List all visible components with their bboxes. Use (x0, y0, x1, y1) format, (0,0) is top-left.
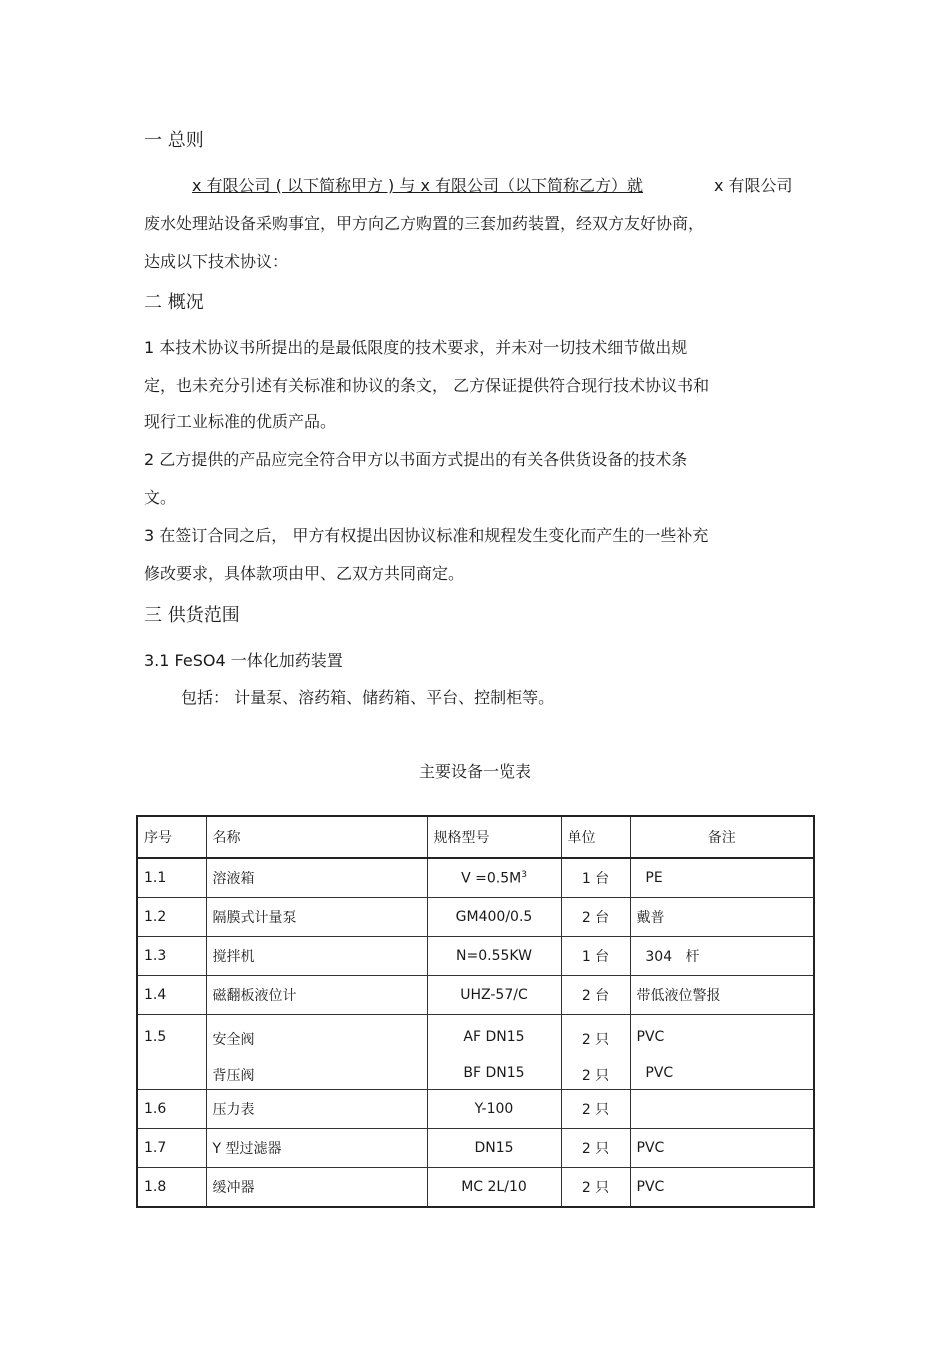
cell-note: 带低液位警报 (630, 976, 814, 1015)
overview-line-5: 文。 (144, 488, 177, 507)
cell-name-line1: 安全阀 (212, 1032, 255, 1048)
cell-note (630, 1090, 814, 1129)
cell-spec (427, 1015, 561, 1090)
table-header-row (137, 816, 814, 858)
cell-name-line2: 背压阀 (212, 1068, 255, 1084)
header-unit: 单位 (561, 816, 630, 858)
cell-no: 1.8 (137, 1168, 206, 1208)
cell-spec: DN15 (427, 1129, 561, 1168)
table-row (137, 1015, 814, 1090)
cell-spec: Y-100 (427, 1090, 561, 1129)
overview-line-2: 定，也未充分引述有关标准和协议的条文， 乙方保证提供符合现行技术协议书和 (144, 376, 710, 395)
table-row (137, 1129, 814, 1168)
table-caption: 主要设备一览表 (418, 762, 531, 781)
cell-note: PE (630, 858, 814, 898)
cell-spec-text: V =0.5M (461, 870, 522, 887)
overview-line-1: 1 本技术协议书所提出的是最低限度的技术要求，并未对一切技术细节做出规 (144, 338, 688, 357)
cell-spec-superscript: 3 (521, 869, 527, 880)
general-line1-suffix: x 有限公司 (714, 176, 793, 195)
header-name: 名称 (206, 816, 427, 858)
header-note: 备注 (630, 816, 814, 858)
table-row (137, 976, 814, 1015)
cell-spec: UHZ-57/C (427, 976, 561, 1015)
cell-spec-line1: AF DN15 (463, 1029, 525, 1045)
overview-line-7: 修改要求，具体款项由甲、乙双方共同商定。 (144, 564, 465, 583)
cell-note (630, 1015, 814, 1090)
cell-unit: 2 只 (561, 1129, 630, 1168)
cell-spec: MC 2L/10 (427, 1168, 561, 1208)
cell-name: 磁翻板液位计 (206, 976, 427, 1015)
cell-no: 1.6 (137, 1090, 206, 1129)
cell-name: 搅拌机 (206, 937, 427, 976)
cell-note: 戴普 (630, 898, 814, 937)
general-line3: 达成以下技术协议： (144, 252, 289, 271)
cell-unit-line2: 2 只 (581, 1068, 610, 1084)
cell-unit: 2 只 (561, 1168, 630, 1208)
cell-unit: 2 台 (561, 976, 630, 1015)
table-row (137, 1090, 814, 1129)
overview-line-4: 2 乙方提供的产品应完全符合甲方以书面方式提出的有关各供货设备的技术条 (144, 450, 688, 469)
cell-unit-line1: 2 只 (581, 1032, 610, 1048)
header-spec: 规格型号 (427, 816, 561, 858)
cell-note-line1: PVC (636, 1029, 665, 1045)
scope-item: 3.1 FeSO4 一体化加药装置 (144, 651, 343, 670)
overview-line-3: 现行工业标准的优质产品。 (144, 412, 337, 431)
cell-no: 1.2 (137, 898, 206, 937)
section-heading-overview: 二 概况 (144, 292, 204, 313)
cell-unit: 1 台 (561, 858, 630, 898)
overview-line-6: 3 在签订合同之后， 甲方有权提出因协议标准和规程发生变化而产生的一些补充 (144, 526, 709, 545)
cell-name: 隔膜式计量泵 (206, 898, 427, 937)
cell-spec: GM400/0.5 (427, 898, 561, 937)
scope-includes: 包括： 计量泵、溶药箱、储药箱、平台、控制柜等。 (181, 688, 555, 707)
cell-unit: 2 只 (561, 1090, 630, 1129)
cell-name: 缓冲器 (206, 1168, 427, 1208)
table-row (137, 937, 814, 976)
section-heading-general: 一 总则 (144, 130, 204, 151)
cell-note-line2: PVC (636, 1065, 674, 1081)
general-party-text: x 有限公司 ( 以下简称甲方 ) 与 x 有限公司（以下简称乙方）就 (192, 176, 644, 195)
cell-note: PVC (630, 1168, 814, 1208)
cell-note: 304 杆 (630, 937, 814, 976)
cell-unit: 2 台 (561, 898, 630, 937)
general-line2: 废水处理站设备采购事宜，甲方向乙方购置的三套加药装置，经双方友好协商， (144, 214, 705, 233)
cell-unit: 1 台 (561, 937, 630, 976)
cell-no: 1.1 (137, 858, 206, 898)
equipment-table (136, 815, 815, 1208)
cell-note: PVC (630, 1129, 814, 1168)
cell-name: Y 型过滤器 (206, 1129, 427, 1168)
cell-spec: N=0.55KW (427, 937, 561, 976)
cell-no: 1.3 (137, 937, 206, 976)
cell-no (137, 1015, 206, 1090)
cell-no: 1.4 (137, 976, 206, 1015)
cell-no-text: 1.5 (144, 1029, 167, 1045)
header-no: 序号 (137, 816, 206, 858)
cell-name (206, 1015, 427, 1090)
cell-unit (561, 1015, 630, 1090)
table-row (137, 858, 814, 898)
cell-spec-line2: BF DN15 (463, 1065, 525, 1081)
table-row (137, 898, 814, 937)
cell-no: 1.7 (137, 1129, 206, 1168)
general-line1-prefix (192, 176, 643, 196)
table-row (137, 1168, 814, 1208)
cell-name: 压力表 (206, 1090, 427, 1129)
cell-spec (427, 858, 561, 898)
cell-name: 溶液箱 (206, 858, 427, 898)
section-heading-scope: 三 供货范围 (144, 605, 240, 626)
